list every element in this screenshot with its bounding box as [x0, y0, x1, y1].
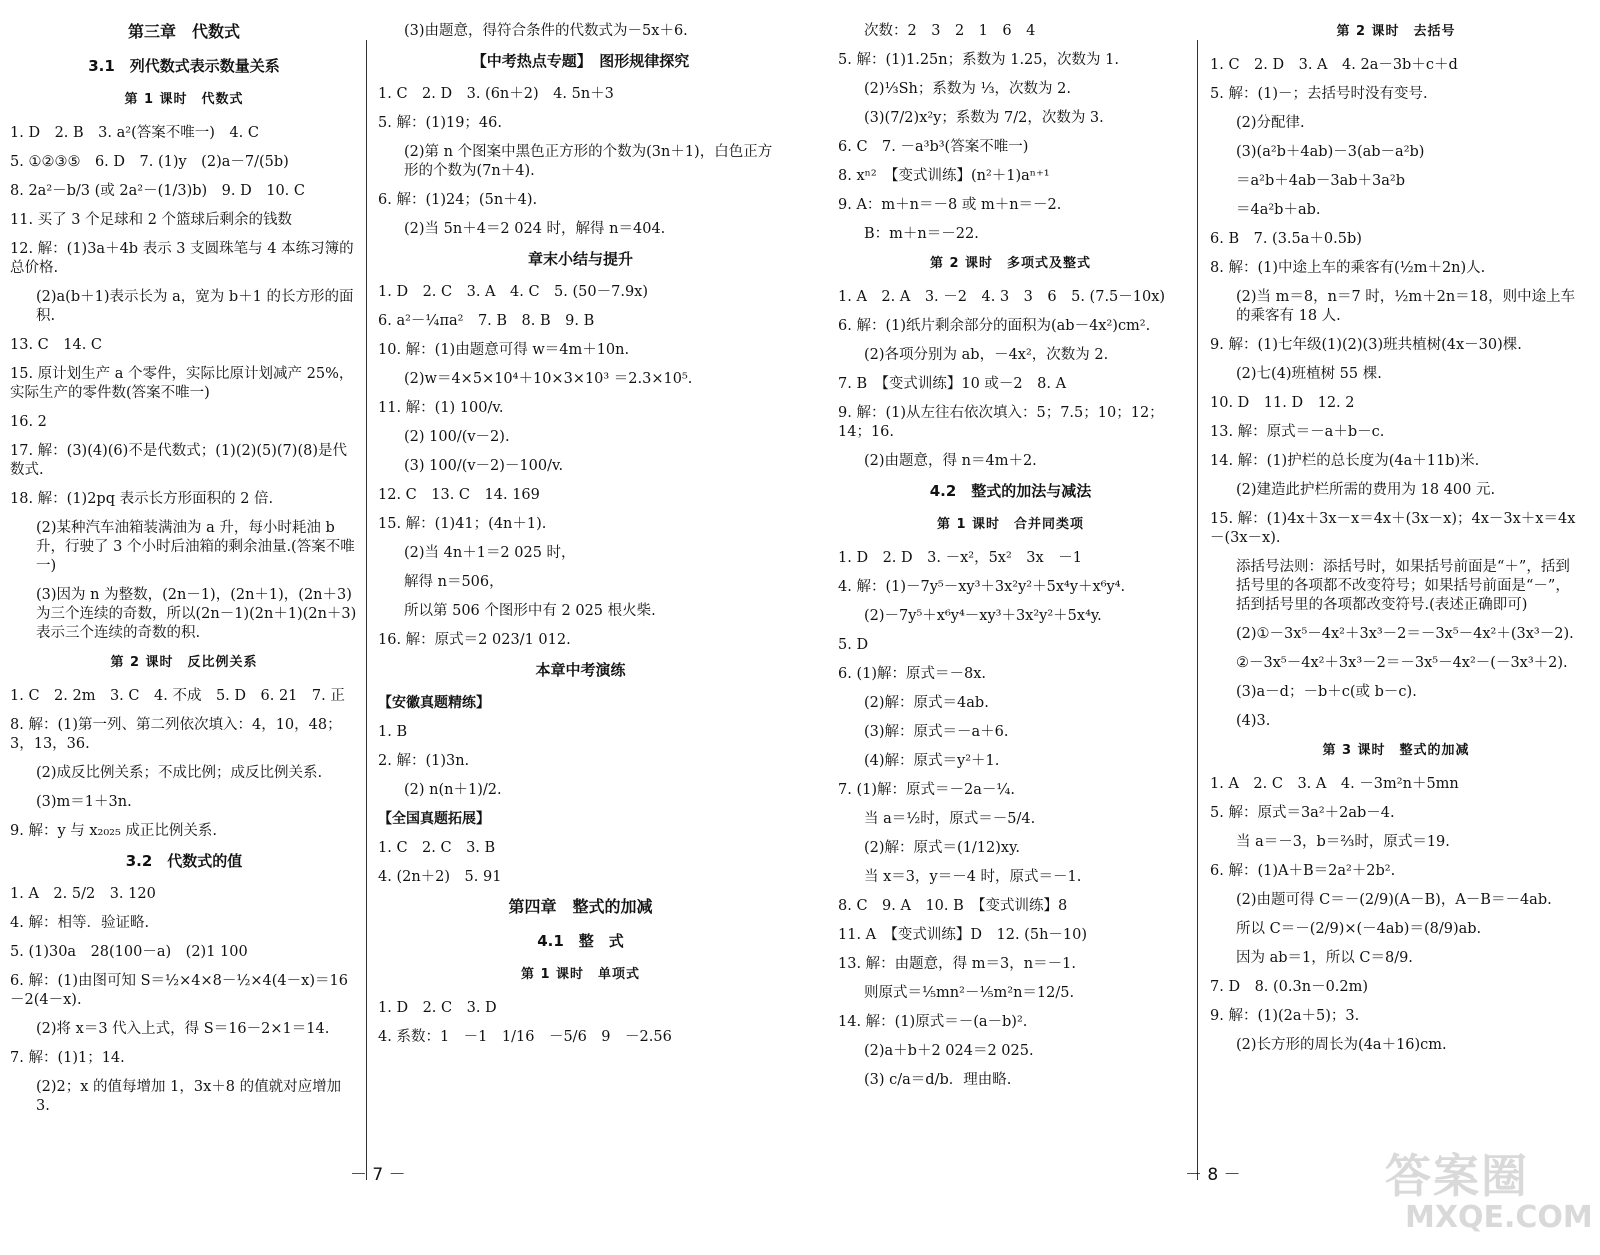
answer-line: 7. D 8. (0.3n－0.2m) — [1210, 979, 1369, 995]
answer-line: 1. C 2. D 3. (6n＋2) 4. 5n＋3 — [378, 86, 614, 102]
answer-line: 7. (1)解：原式＝－2a－¼. — [838, 782, 1016, 798]
answer-line: 添括号法则：添括号时，如果括号前面是“＋”，括到括号里的各项都不改变符号；如果括号前面是“－”，括到括号里的各项都改变符号.(表述正确即可) — [1236, 559, 1570, 613]
answer-line: 4. (2n＋2) 5. 91 — [378, 869, 502, 885]
answer-line: (2)某种汽车油箱装满油为 a 升，每小时耗油 b 升，行驶了 3 个小时后油箱的剩余油量.(答案不唯一) — [36, 520, 355, 574]
answer-line: 11. A 【变式训练】D 12. (5h－10) — [838, 927, 1088, 943]
answer-line: 1. C 2. 2m 3. C 4. 不成 5. D 6. 21 7. 正 — [10, 688, 345, 704]
answer-line: 4. 解：相等．验证略. — [10, 915, 150, 931]
answer-line: ＝a²b＋4ab－3ab＋3a²b — [1236, 173, 1406, 189]
answer-line: (2) n(n＋1)/2. — [404, 782, 502, 798]
answer-line: 1. D 2. C 3. A 4. C 5. (50－7.9x) — [378, 284, 649, 300]
heading: 第 2 课时 多项式及整式 — [929, 256, 1092, 271]
answer-line: (4)3. — [1236, 713, 1271, 729]
answer-line: (2)第 n 个图案中黑色正方形的个数为(3n＋1)，白色正方形的个数为(7n＋4). — [404, 144, 773, 179]
answer-line: 解得 n＝506， — [404, 574, 504, 590]
answer-line: 5. 解：(1)1.25n；系数为 1.25，次数为 1. — [838, 52, 1119, 68]
page-number: － 8 － — [1185, 1165, 1241, 1185]
answer-line: 8. 解：(1)第一列、第二列依次填入：4，10，48；3，13，36. — [10, 717, 342, 752]
column-2 — [378, 22, 783, 1192]
answer-line: 8. 2a²－b/3 (或 2a²－(1/3)b) 9. D 10. C — [10, 183, 305, 199]
answer-line: 9. 解：y 与 x₂₀₂₅ 成正比例关系. — [10, 823, 217, 839]
answer-line: 13. C 14. C — [10, 337, 103, 353]
page-number: － 7 － — [350, 1165, 406, 1185]
column-3 — [838, 22, 1183, 1192]
answer-line: 9. 解：(1)(2a＋5)；3. — [1210, 1008, 1360, 1024]
answer-line: 13. 解：原式＝－a＋b－c. — [1210, 424, 1385, 440]
answer-line: 6. a²－¼πa² 7. B 8. B 9. B — [378, 313, 595, 329]
answer-line: 8. 解：(1)中途上车的乘客有(½m＋2n)人. — [1210, 260, 1486, 276]
column-divider — [366, 40, 367, 1180]
answer-line: (3)(7/2)x²y；系数为 7/2，次数为 3. — [864, 110, 1104, 126]
answer-line: (2)建造此护栏所需的费用为 18 400 元. — [1236, 482, 1496, 498]
answer-line: (2)－7y⁵＋x⁶y⁴－xy³＋3x²y²＋5x⁴y. — [864, 608, 1102, 624]
heading: 【中考热点专题】 图形规律探究 — [471, 52, 690, 70]
heading: 第四章 整式的加减 — [508, 897, 653, 916]
heading: 第 3 课时 整式的加减 — [1322, 743, 1470, 758]
answer-line: 14. 解：(1)护栏的总长度为(4a＋11b)米. — [1210, 453, 1480, 469]
answer-line: 6. 解：(1)24；(5n＋4). — [378, 192, 538, 208]
answer-line: 18. 解：(1)2pq 表示长方形面积的 2 倍. — [10, 491, 274, 507]
answer-line: (2)⅓Sh；系数为 ⅓，次数为 2. — [864, 81, 1071, 97]
answer-line: 5. (1)30a 28(100－a) (2)1 100 — [10, 944, 248, 960]
answer-line: 11. 解：(1) 100/v. — [378, 400, 504, 416]
answer-line: (2)解：原式＝(1/12)xy. — [864, 840, 1020, 856]
answer-line: 10. 解：(1)由题意可得 w＝4m＋10n. — [378, 342, 630, 358]
column-divider — [1197, 40, 1198, 1180]
answer-line: 所以 C＝－(2/9)×(－4ab)＝(8/9)ab. — [1236, 921, 1482, 937]
heading: 第 2 课时 反比例关系 — [110, 655, 258, 670]
answer-line: (3)由题意，得符合条件的代数式为－5x＋6. — [404, 23, 688, 39]
answer-line: (2)a(b＋1)表示长为 a，宽为 b＋1 的长方形的面积. — [36, 289, 354, 324]
answer-line: (2)将 x＝3 代入上式，得 S＝16－2×1＝14. — [36, 1021, 330, 1037]
answer-line: 当 x＝3，y＝－4 时，原式＝－1. — [864, 869, 1082, 885]
answer-line: 8. xⁿ² 【变式训练】(n²＋1)aⁿ⁺¹ — [838, 168, 1050, 184]
answer-line: (2)①－3x⁵－4x²＋3x³－2＝－3x⁵－4x²＋(3x³－2). — [1236, 626, 1574, 642]
answer-line: 1. C 2. D 3. A 4. 2a－3b＋c＋d — [1210, 57, 1458, 73]
answer-line: 5. ①②③⑤ 6. D 7. (1)y (2)a－7/(5b) — [10, 154, 289, 170]
answer-line: ②－3x⁵－4x²＋3x³－2＝－3x⁵－4x²－(－3x³＋2). — [1236, 655, 1568, 671]
answer-line: 1. A 2. 5/2 3. 120 — [10, 886, 156, 902]
answer-line: 当 a＝½时，原式＝－5/4. — [864, 811, 1036, 827]
answer-line: (2)解：原式＝4ab. — [864, 695, 989, 711]
answer-line: (2)由题意，得 n＝4m＋2. — [864, 453, 1037, 469]
answer-line: 5. 解：原式＝3a²＋2ab－4. — [1210, 805, 1395, 821]
answer-line: 因为 ab＝1，所以 C＝8/9. — [1236, 950, 1413, 966]
answer-line: B：m＋n＝－22. — [864, 226, 979, 242]
answer-line: 12. 解：(1)3a＋4b 表示 3 支圆珠笔与 4 本练习簿的总价格. — [10, 241, 354, 276]
answer-line: 6. 解：(1)由图可知 S＝½×4×8－½×4(4－x)＝16－2(4－x). — [10, 973, 348, 1008]
section-tag: 【全国真题拓展】 — [378, 811, 490, 827]
watermark-url: MXQE.COM — [1405, 1200, 1593, 1235]
heading: 3.1 列代数式表示数量关系 — [88, 57, 280, 75]
column-4 — [1210, 22, 1582, 1192]
answer-line: 6. B 7. (3.5a＋0.5b) — [1210, 231, 1362, 247]
answer-line: 15. 解：(1)4x＋3x－x＝4x＋(3x－x)；4x－3x＋x＝4x－(3x－x). — [1210, 511, 1576, 546]
answer-line: 1. B — [378, 724, 408, 740]
answer-line: 13. 解：由题意，得 m＝3，n＝－1. — [838, 956, 1076, 972]
heading: 第 1 课时 代数式 — [124, 92, 244, 107]
answer-line: 2. 解：(1)3n. — [378, 753, 470, 769]
answer-line: (2)w＝4×5×10⁴＋10×3×10³ ＝2.3×10⁵. — [404, 371, 693, 387]
answer-line: 1. A 2. A 3. －2 4. 3 3 6 5. (7.5－10x) — [838, 289, 1166, 305]
answer-line: (3)因为 n 为整数，(2n－1)，(2n＋1)，(2n＋3)为三个连续的奇数，所以(2n－1)(2n＋1)(2n＋3)表示三个连续的奇数的积. — [36, 587, 357, 641]
heading: 本章中考演练 — [535, 661, 626, 679]
answer-line: 6. (1)解：原式＝－8x. — [838, 666, 986, 682]
answer-line: (2)a＋b＋2 024＝2 025. — [864, 1043, 1034, 1059]
answer-line: 9. A：m＋n＝－8 或 m＋n＝－2. — [838, 197, 1062, 213]
heading: 3.2 代数式的值 — [125, 852, 243, 870]
answer-line: 9. 解：(1)从左往右依次填入：5；7.5；10；12；14；16. — [838, 405, 1164, 440]
heading: 4.1 整 式 — [537, 932, 624, 950]
answer-line: 1. D 2. B 3. a²(答案不唯一) 4. C — [10, 125, 259, 141]
answer-line: 6. 解：(1)纸片剩余部分的面积为(ab－4x²)cm². — [838, 318, 1151, 334]
answer-line: 当 a＝－3，b＝⅔时，原式＝19. — [1236, 834, 1450, 850]
heading: 第 1 课时 单项式 — [520, 967, 641, 982]
watermark-mark: 答案圈 — [1385, 1149, 1529, 1203]
answer-line: 6. 解：(1)A＋B＝2a²＋2b². — [1210, 863, 1396, 879]
answer-line: (2)长方形的周长为(4a＋16)cm. — [1236, 1037, 1447, 1053]
heading: 章末小结与提升 — [527, 250, 633, 268]
answer-line: 15. 原计划生产 a 个零件，实际比原计划减产 25%，实际生产的零件数(答案不唯一) — [10, 366, 354, 401]
answer-line: 10. D 11. D 12. 2 — [1210, 395, 1355, 411]
page-8 — [800, 0, 1600, 1255]
answer-line: 12. C 13. C 14. 169 — [378, 487, 540, 503]
watermark-logo — [1385, 1140, 1593, 1240]
answer-line: 4. 解：(1)－7y⁵－xy³＋3x²y²＋5x⁴y＋x⁶y⁴. — [838, 579, 1126, 595]
answer-line: (2)分配律. — [1236, 115, 1305, 131]
answer-line: 17. 解：(3)(4)(6)不是代数式；(1)(2)(5)(7)(8)是代数式. — [10, 443, 347, 478]
answer-line: 1. D 2. D 3. －x²，5x² 3x －1 — [838, 550, 1082, 566]
answer-line: (3)m＝1＋3n. — [36, 794, 132, 810]
answer-line: (3) 100/(v－2)－100/v. — [404, 458, 564, 474]
answer-line: 1. A 2. C 3. A 4. －3m²n＋5mn — [1210, 776, 1459, 792]
heading: 第 1 课时 合并同类项 — [936, 517, 1085, 532]
heading: 第 2 课时 去括号 — [1336, 24, 1456, 39]
answer-line: ＝4a²b＋ab. — [1236, 202, 1321, 218]
answer-line: 16. 解：原式＝2 023/1 012. — [378, 632, 571, 648]
answer-line: (2)当 5n＋4＝2 024 时，解得 n＝404. — [404, 221, 666, 237]
answer-line: (2)七(4)班植树 55 棵. — [1236, 366, 1382, 382]
answer-line: (3)解：原式＝－a＋6. — [864, 724, 1009, 740]
answer-line: 1. D 2. C 3. D — [378, 1000, 497, 1016]
answer-line: 5. D — [838, 637, 869, 653]
answer-line: (2)各项分别为 ab，－4x²，次数为 2. — [864, 347, 1109, 363]
answer-line: (3) c/a＝d/b．理由略. — [864, 1072, 1012, 1088]
answer-line: (2)由题可得 C＝－(2/9)(A－B)，A－B＝－4ab. — [1236, 892, 1552, 908]
answer-line: 6. C 7. －a³b³(答案不唯一) — [838, 139, 1029, 155]
section-tag: 【安徽真题精练】 — [378, 695, 490, 711]
answer-line: 4. 系数：1 －1 1/16 －5/6 9 －2.56 — [378, 1029, 672, 1045]
heading: 4.2 整式的加法与减法 — [929, 482, 1092, 500]
answer-line: 则原式＝⅕mn²－⅕m²n＝12/5. — [864, 985, 1075, 1001]
answer-line: (2)2；x 的值每增加 1，3x＋8 的值就对应增加 3. — [36, 1079, 342, 1114]
answer-line: 11. 买了 3 个足球和 2 个篮球后剩余的钱数 — [10, 212, 293, 228]
answer-line: (3)(a²b＋4ab)－3(ab－a²b) — [1236, 144, 1425, 160]
answer-line: (2)当 4n＋1＝2 025 时， — [404, 545, 576, 561]
answer-line: 次数：2 3 2 1 6 4 — [864, 23, 1036, 39]
answer-line: (2)当 m＝8，n＝7 时，½m＋2n＝18，则中途上车的乘客有 18 人. — [1236, 289, 1576, 324]
answer-line: 7. 解：(1)1；14. — [10, 1050, 125, 1066]
heading: 第三章 代数式 — [127, 22, 240, 41]
answer-line: 5. 解：(1)－；去括号时没有变号. — [1210, 86, 1428, 102]
answer-line: 9. 解：(1)七年级(1)(2)(3)班共植树(4x－30)棵. — [1210, 337, 1522, 353]
answer-line: 所以第 506 个图形中有 2 025 根火柴. — [404, 603, 656, 619]
answer-line: (4)解：原式＝y²＋1. — [864, 753, 1000, 769]
answer-line: 8. C 9. A 10. B 【变式训练】8 — [838, 898, 1068, 914]
column-1 — [10, 22, 358, 1192]
answer-line: (2)成反比例关系；不成比例；成反比例关系. — [36, 765, 323, 781]
answer-line: 16. 2 — [10, 414, 47, 430]
answer-line: 14. 解：(1)原式＝－(a－b)². — [838, 1014, 1028, 1030]
answer-line: 7. B 【变式训练】10 或－2 8. A — [838, 376, 1067, 392]
answer-line: 15. 解：(1)41；(4n＋1). — [378, 516, 547, 532]
answer-line: 5. 解：(1)19；46. — [378, 115, 502, 131]
answer-line: 1. C 2. C 3. B — [378, 840, 496, 856]
answer-line: (2) 100/(v－2). — [404, 429, 510, 445]
answer-line: (3)a－d；－b＋c(或 b－c). — [1236, 684, 1417, 700]
